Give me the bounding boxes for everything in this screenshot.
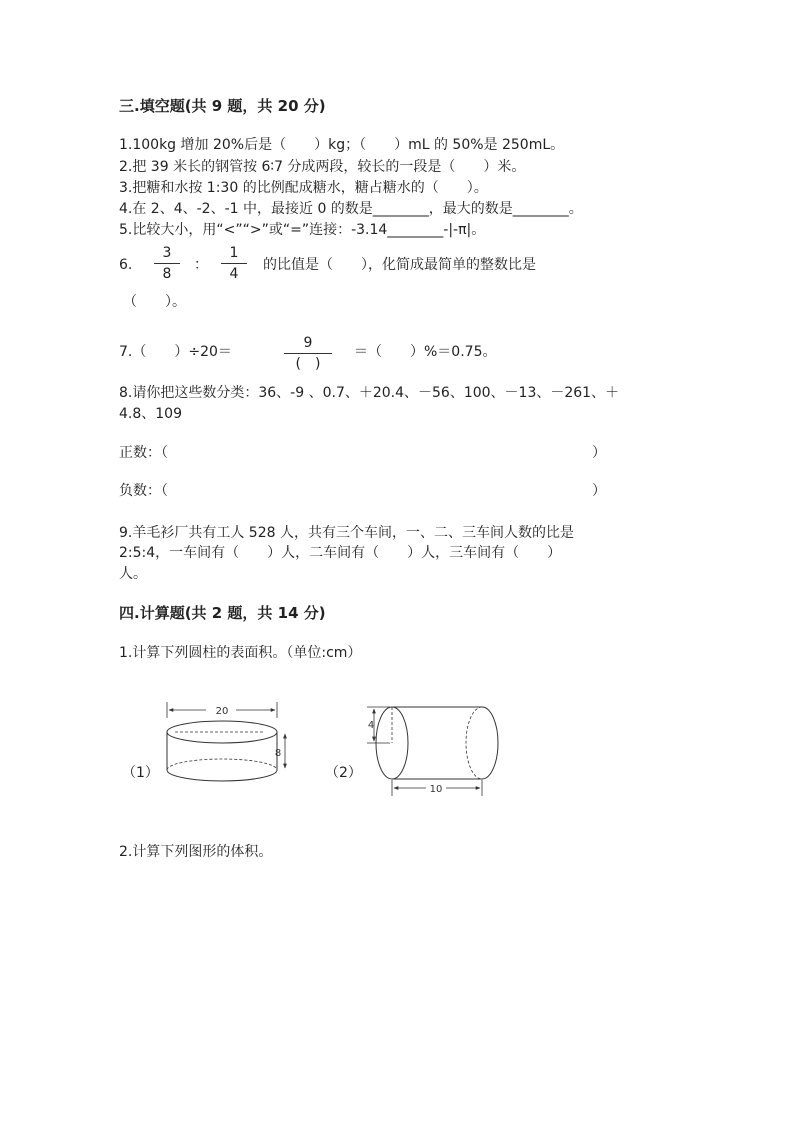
fraction-numerator: 3 — [162, 245, 172, 261]
diameter-label: 20 — [215, 706, 229, 717]
length-label: 10 — [429, 784, 443, 795]
positive-close: ） — [592, 445, 606, 461]
negative-label: 负数：（ — [119, 483, 168, 499]
question-7-left: 7.（ ）÷20＝ — [119, 344, 232, 360]
question-9-line2: 2:5:4，一车间有（ ）人，二车间有（ ）人，三车间有（ ） — [119, 545, 562, 561]
question-8-line1: 8.请你把这些数分类：36、-9 、0.7、＋20.4、－56、100、－13、－261、＋ — [119, 385, 620, 401]
positive-label: 正数：（ — [119, 445, 168, 461]
fraction-1-4 — [219, 244, 249, 283]
figure-1-label: （1） — [122, 765, 159, 781]
question-6-text: 的比值是（ ），化简成最简单的整数比是 — [263, 257, 536, 273]
cylinder-figure-1 — [160, 700, 300, 790]
fraction-bar — [221, 263, 247, 264]
question-6-line2: （ ）。 — [123, 294, 186, 310]
fraction-bar — [154, 263, 180, 264]
cylinder-figure-2 — [362, 700, 507, 800]
fraction-denominator: 4 — [229, 266, 239, 282]
section4-heading: 四.计算题(共 2 题，共 14 分) — [119, 604, 326, 622]
question-3: 3.把糖和水按 1:30 的比例配成糖水，糖占糖水的（ ）。 — [119, 180, 488, 196]
question-4: 4.在 2、4、-2、-1 中，最接近 0 的数是________，最大的数是________。 — [119, 201, 583, 217]
height-label: 8 — [274, 748, 282, 759]
fraction-3-8 — [152, 244, 182, 283]
negative-close: ） — [592, 483, 606, 499]
question-5: 5.比较大小，用“<”“>”或“=”连接：-3.14________-|-π|。 — [119, 222, 486, 238]
question-7-right: ＝（ ）%＝0.75。 — [354, 344, 497, 360]
question-1: 1.100kg 增加 20%后是（ ）kg；（ ）mL 的 50%是 250mL。 — [119, 137, 565, 153]
question-2: 2.把 39 米长的钢管按 6∶7 分成两段，较长的一段是（ ）米。 — [119, 159, 526, 175]
question-9-line3: 人。 — [119, 566, 147, 582]
figure-2-label: （2） — [325, 765, 362, 781]
section3-heading: 三.填空题(共 9 题，共 20 分) — [119, 97, 326, 115]
fraction-bar — [284, 353, 332, 354]
ratio-colon: ： — [194, 257, 208, 273]
fraction-9-blank — [282, 334, 334, 373]
fraction-numerator: 1 — [229, 245, 239, 261]
fraction-numerator: 9 — [303, 335, 313, 351]
fraction-denominator: ( ) — [295, 356, 321, 372]
fraction-denominator: 8 — [162, 266, 172, 282]
calc-question-1: 1.计算下列圆柱的表面积。（单位:cm） — [119, 645, 362, 661]
question-8-line2: 4.8、109 — [119, 406, 182, 422]
radius-label: 4 — [367, 720, 375, 731]
calc-question-2: 2.计算下列图形的体积。 — [119, 844, 273, 860]
question-6-number: 6. — [119, 257, 133, 273]
question-9-line1: 9.羊毛衫厂共有工人 528 人，共有三个车间，一、二、三车间人数的比是 — [119, 525, 574, 541]
